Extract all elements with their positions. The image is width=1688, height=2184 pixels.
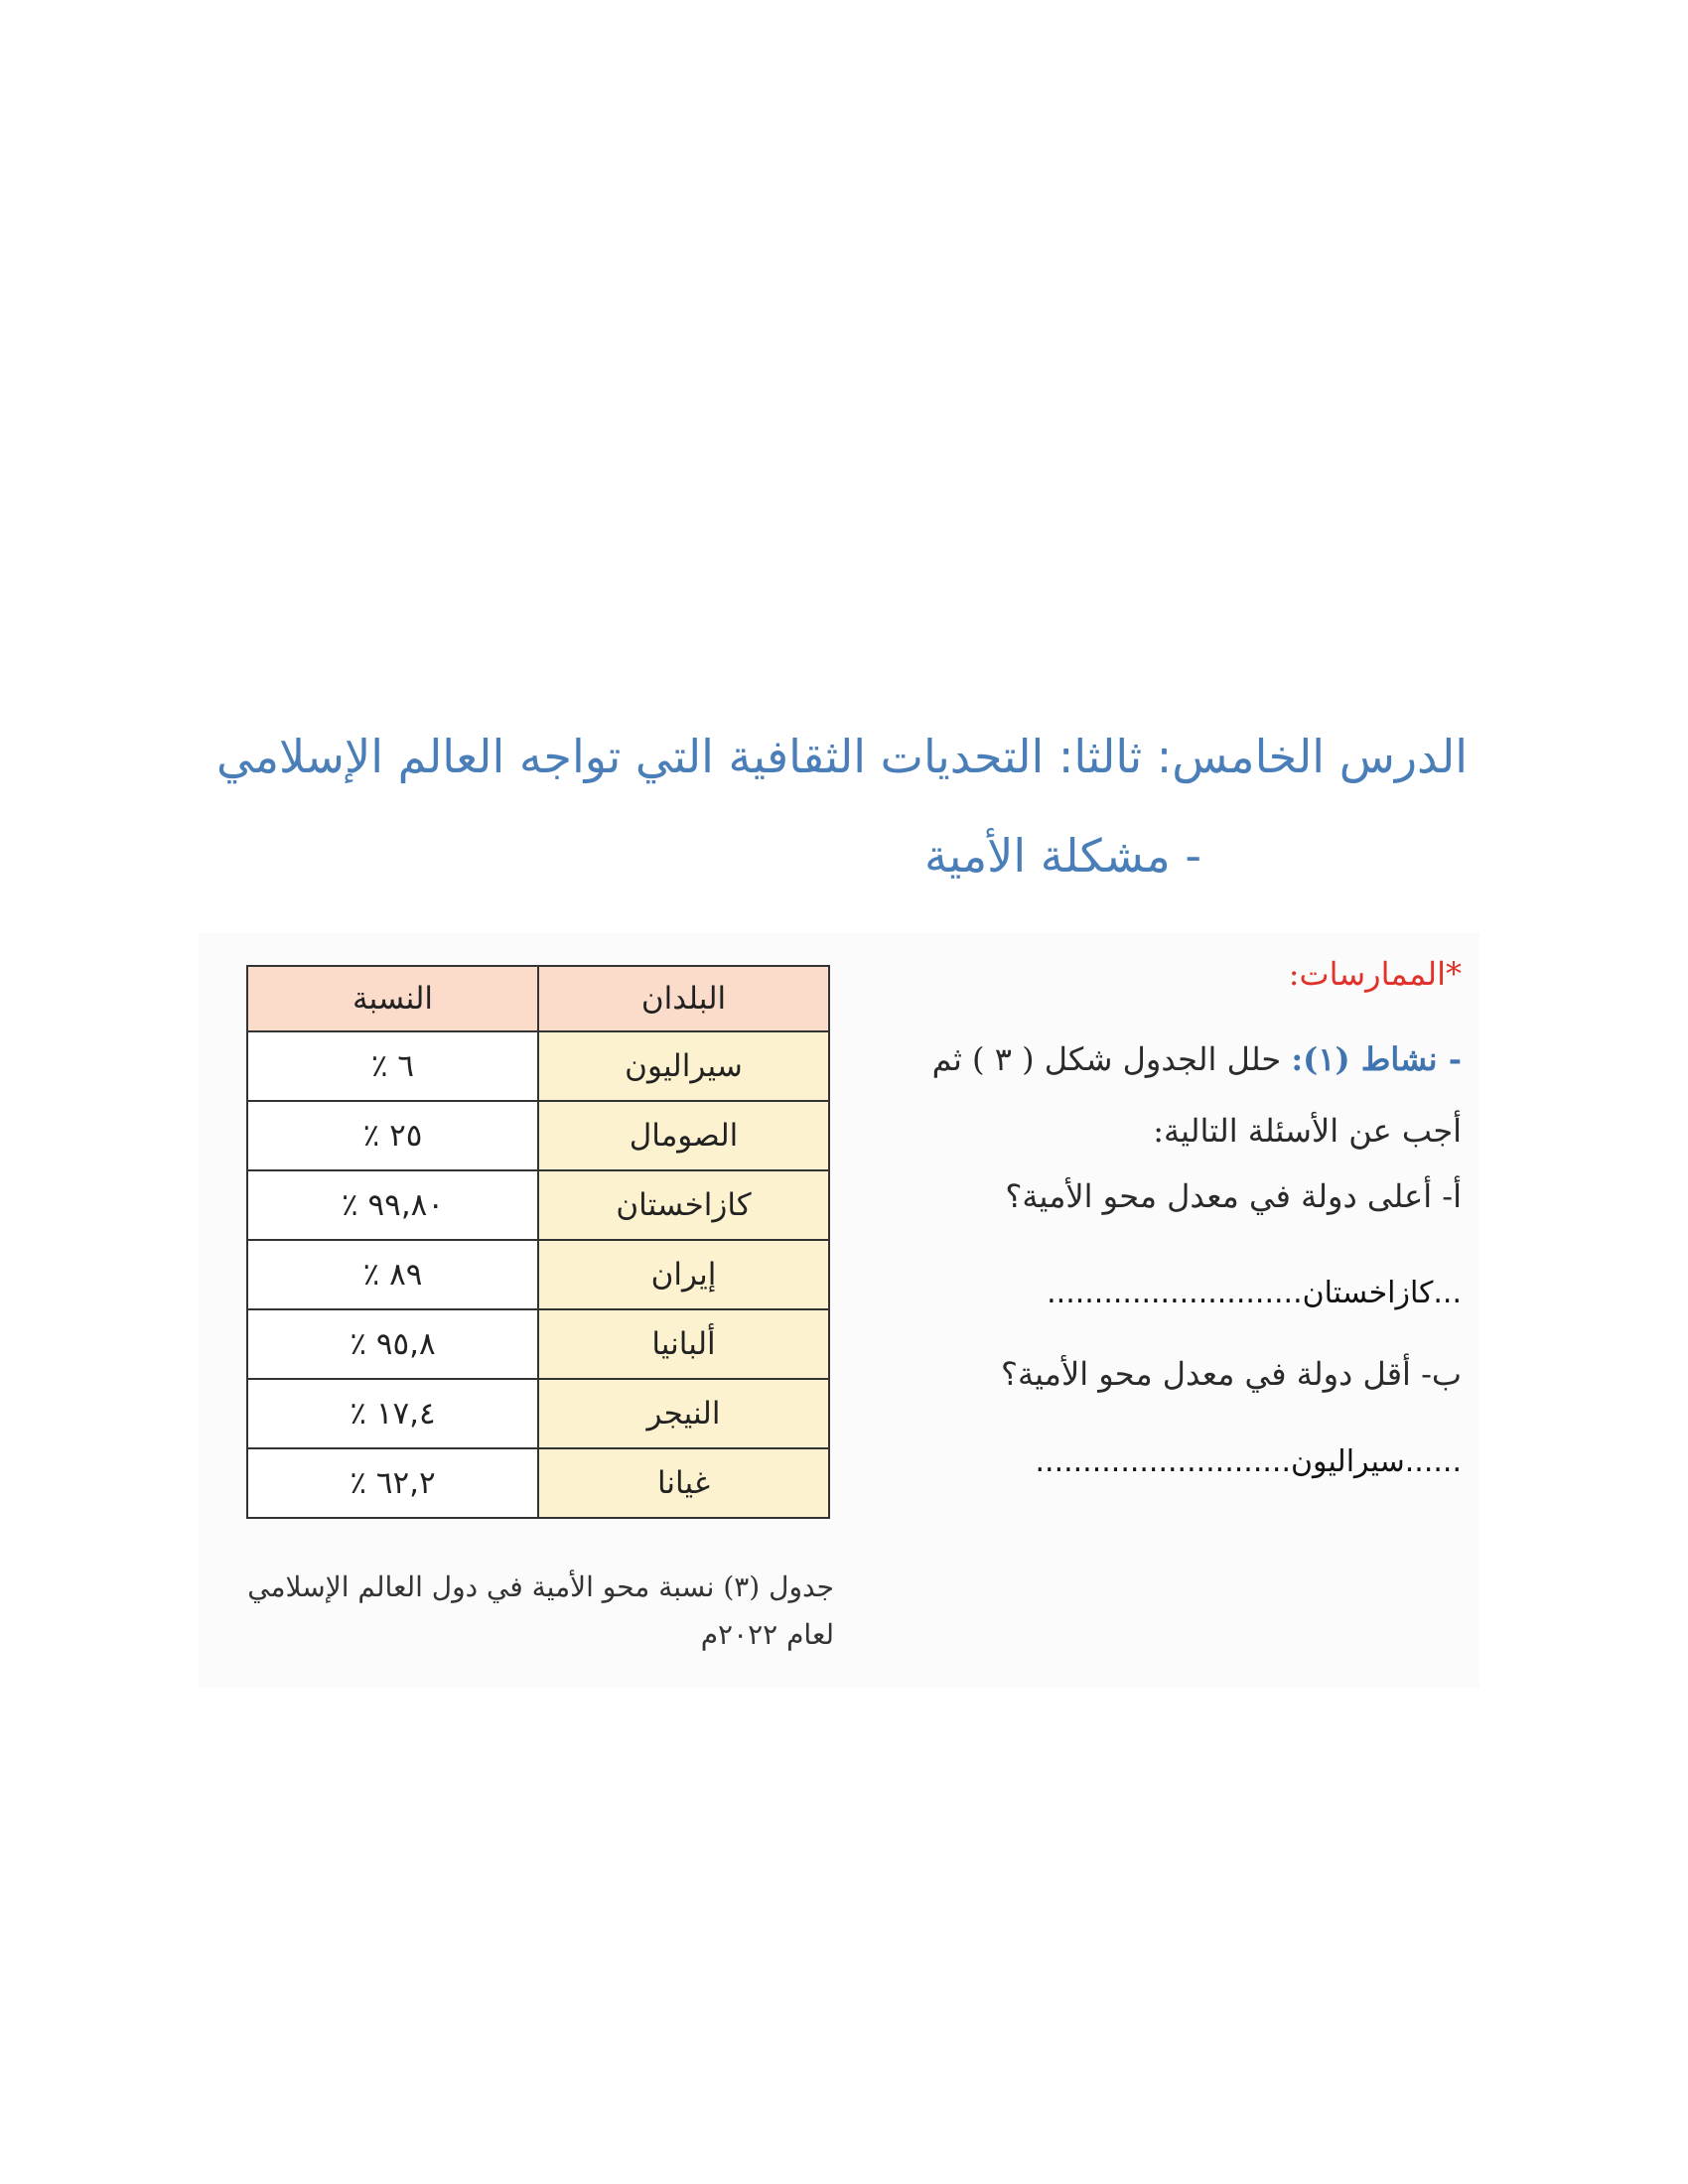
table-row (247, 1170, 829, 1240)
country-cell: كازاخستان (538, 1170, 829, 1240)
column-header-percentage: النسبة (247, 966, 538, 1031)
country-cell: الصومال (538, 1101, 829, 1170)
practices-heading: *الممارسات: (1288, 955, 1462, 993)
table-caption (238, 1564, 834, 1659)
answer-a: ...كازاخستان........................... (1047, 1276, 1462, 1310)
lesson-title: الدرس الخامس: ثالثا: التحديات الثقافية التي تواجه العالم الإسلامي (215, 730, 1468, 783)
percent-cell: ٩٩,٨٠ ٪ (247, 1170, 538, 1240)
subtopic-heading: - مشكلة الأمية (923, 829, 1201, 883)
column-header-countries: البلدان (538, 966, 829, 1031)
literacy-table (246, 965, 830, 1519)
answer-b: ......سيراليون........................... (1035, 1444, 1462, 1479)
question-a: أ- أعلى دولة في معدل محو الأمية؟ (1005, 1177, 1462, 1215)
activity-line (932, 1040, 1462, 1078)
country-cell: سيراليون (538, 1031, 829, 1101)
activity-label: - نشاط (١): (1291, 1040, 1462, 1078)
activity-text: حلل الجدول شكل ( ٣ ) ثم (931, 1040, 1292, 1078)
table-row (247, 1379, 829, 1448)
country-cell: إيران (538, 1240, 829, 1309)
caption-year: لعام ٢٠٢٢م (700, 1618, 834, 1651)
caption-line: جدول (٣) نسبة محو الأمية في دول العالم الإسلامي (247, 1570, 834, 1603)
country-cell: ألبانيا (538, 1309, 829, 1379)
percent-cell: ٦ ٪ (247, 1031, 538, 1101)
country-cell: غيانا (538, 1448, 829, 1518)
table-row (247, 1101, 829, 1170)
table-row (247, 1031, 829, 1101)
table-header-row (247, 966, 829, 1031)
table-row (247, 1309, 829, 1379)
table-row (247, 1448, 829, 1518)
percent-cell: ٩٥,٨ ٪ (247, 1309, 538, 1379)
percent-cell: ٦٢,٢ ٪ (247, 1448, 538, 1518)
country-cell: النيجر (538, 1379, 829, 1448)
percent-cell: ٨٩ ٪ (247, 1240, 538, 1309)
percent-cell: ٢٥ ٪ (247, 1101, 538, 1170)
table-row (247, 1240, 829, 1309)
activity-instruction: أجب عن الأسئلة التالية: (1153, 1112, 1462, 1150)
question-b: ب- أقل دولة في معدل محو الأمية؟ (1001, 1355, 1462, 1393)
percent-cell: ١٧,٤ ٪ (247, 1379, 538, 1448)
